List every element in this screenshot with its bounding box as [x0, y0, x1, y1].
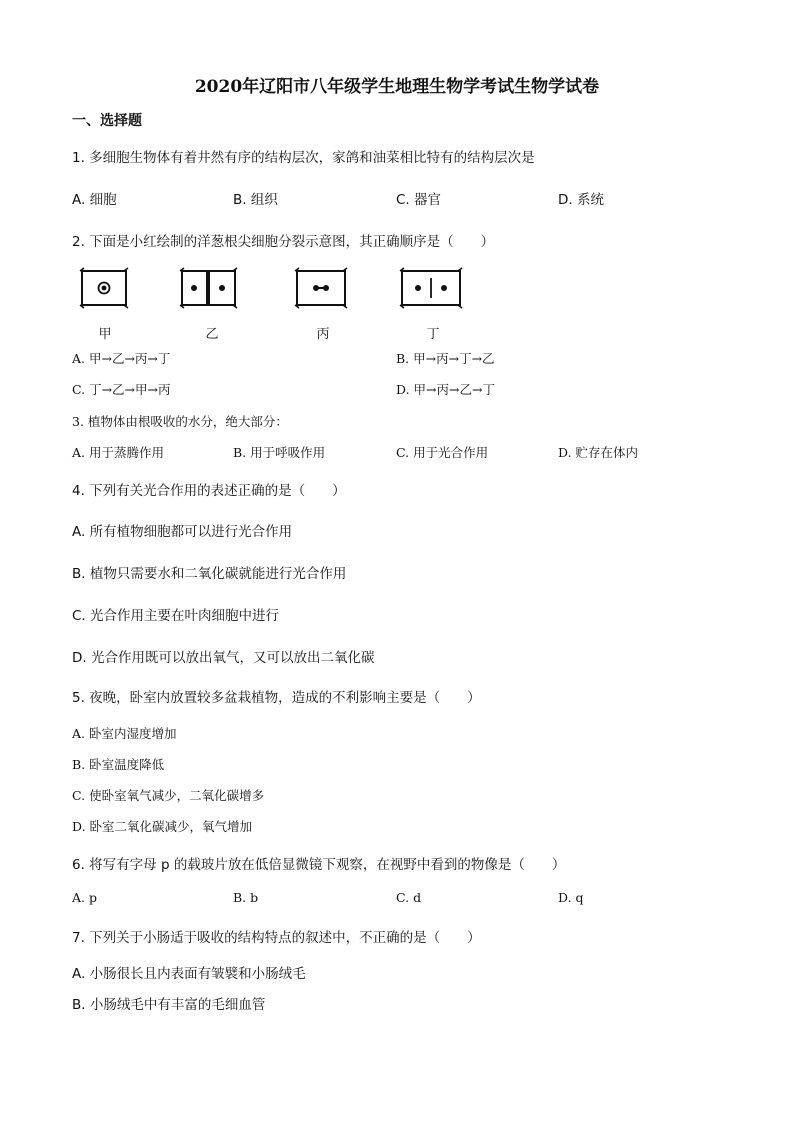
page-title: 2020年辽阳市八年级学生地理生物学考试生物学试卷: [194, 77, 600, 97]
q5-option-d: D. 卧室二氧化碳减少，氧气增加: [72, 819, 253, 834]
q1-option-a: A. 细胞: [72, 192, 117, 208]
q7-option-a: A. 小肠很长且内表面有皱襞和小肠绒毛: [72, 966, 306, 982]
cell-diagram-yi: [180, 268, 240, 308]
q3-option-d: D. 贮存在体内: [558, 445, 639, 460]
q5-option-b: B. 卧室温度降低: [72, 757, 165, 772]
q1-option-c: C. 器官: [396, 192, 442, 208]
q1-option-d: D. 系统: [558, 192, 604, 208]
question-7-stem: 7. 下列关于小肠适于吸收的结构特点的叙述中，不正确的是（ ）: [72, 930, 481, 946]
q4-option-c: C. 光合作用主要在叶肉细胞中进行: [72, 608, 280, 624]
q1-option-b: B. 组织: [233, 192, 278, 208]
q2-option-d: D. 甲→丙→乙→丁: [396, 382, 495, 397]
q3-option-b: B. 用于呼吸作用: [233, 445, 326, 460]
q5-option-c: C. 使卧室氧气减少，二氧化碳增多: [72, 788, 265, 803]
q2-option-c: C. 丁→乙→甲→丙: [72, 382, 171, 397]
figure-label-ding: 丁: [426, 327, 440, 342]
question-5-stem: 5. 夜晚，卧室内放置较多盆栽植物，造成的不利影响主要是（ ）: [72, 690, 481, 706]
cell-diagram-ding: [400, 268, 464, 308]
figure-label-bing: 丙: [316, 327, 330, 342]
question-2-stem: 2. 下面是小红绘制的洋葱根尖细胞分裂示意图，其正确顺序是（ ）: [72, 234, 495, 250]
question-1-stem: 1. 多细胞生物体有着井然有序的结构层次，家鸽和油菜相比特有的结构层次是: [72, 150, 535, 166]
section-heading: 一、选择题: [72, 113, 142, 129]
cell-diagram-jia: [80, 268, 130, 308]
q4-option-d: D. 光合作用既可以放出氧气，又可以放出二氧化碳: [72, 650, 375, 666]
q7-option-b: B. 小肠绒毛中有丰富的毛细血管: [72, 997, 266, 1013]
question-3-stem: 3. 植物体由根吸收的水分，绝大部分：: [72, 414, 288, 429]
question-6-stem: 6. 将写有字母 p 的载玻片放在低倍显微镜下观察，在视野中看到的物像是（ ）: [72, 857, 566, 873]
q6-option-c: C. d: [396, 890, 422, 905]
figure-label-jia: 甲: [98, 327, 112, 342]
q2-option-b: B. 甲→丙→丁→乙: [396, 351, 495, 366]
question-4-stem: 4. 下列有关光合作用的表述正确的是（ ）: [72, 483, 346, 499]
q5-option-a: A. 卧室内湿度增加: [72, 726, 177, 741]
q4-option-b: B. 植物只需要水和二氧化碳就能进行光合作用: [72, 566, 347, 582]
q3-option-c: C. 用于光合作用: [396, 445, 489, 460]
figure-label-yi: 乙: [205, 327, 219, 342]
q6-option-b: B. b: [233, 890, 259, 905]
q3-option-a: A. 用于蒸腾作用: [72, 445, 164, 460]
q6-option-a: A. p: [72, 890, 97, 905]
q4-option-a: A. 所有植物细胞都可以进行光合作用: [72, 524, 293, 540]
cell-diagram-bing: [295, 268, 349, 308]
q2-option-a: A. 甲→乙→丙→丁: [72, 351, 171, 366]
q6-option-d: D. q: [558, 890, 584, 905]
